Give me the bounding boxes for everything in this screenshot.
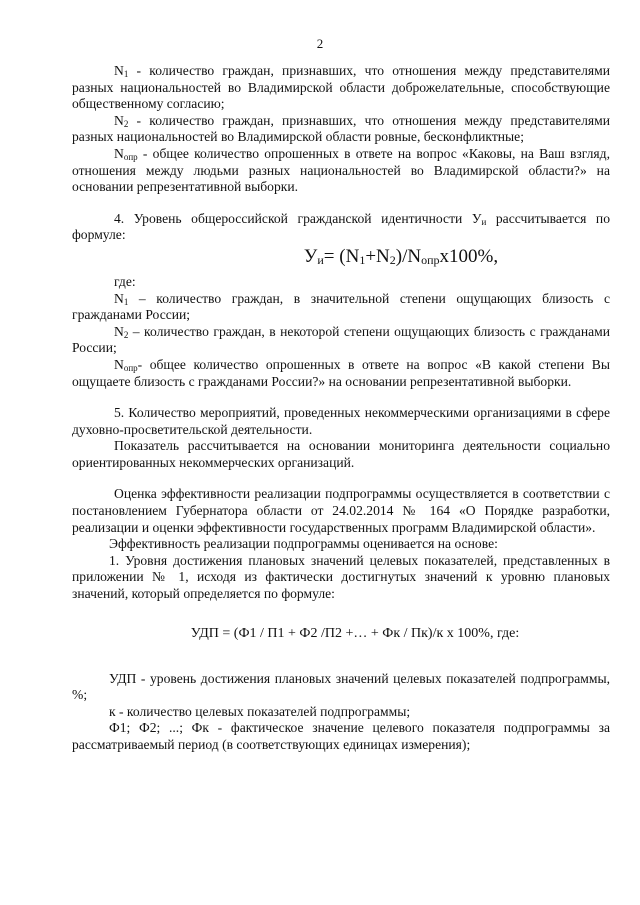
item-4-heading: 4. Уровень общероссийской гражданской идентичности $У_и$ рассчитывается по формуле: — [72, 210, 610, 243]
k-definition: к - количество целевых показателей подпрограммы; — [109, 703, 411, 719]
identity-formula: $У_и= (N_1+N_2)/N_{опр}x100\%$, — [303, 245, 499, 267]
n2-definition: $N_2$ - количество граждан, признавших, что отношения между представителями разных национальностей во Владимирской области ровные, бесконфликтные; — [72, 112, 610, 145]
nopr-definition-2: $N_{опр}-$ общее количество опрошенных в ответе на вопрос «В какой степени Вы ощущаете близость с гражданами России?» на основании репрезентативной выборки. — [72, 356, 610, 389]
level-1-paragraph: 1. Уровня достижения плановых значений целевых показателей, представленных в приложении № 1, исходя из фактически достигнутых значений к уровню плановых значений, который определяется по формуле: — [72, 552, 610, 602]
item-5-heading: 5. Количество мероприятий, проведенных некоммерческими организациями в сфере духовно-просветительской деятельности. — [72, 405, 610, 437]
udp-formula: УДП = (Ф1 / П1 + Ф2 /П2 +… + Фк / Пк)/к х 100%, где: — [190, 625, 520, 641]
item-5-calculation: Показатель рассчитывается на основании мониторинга деятельности социально ориентированных некоммерческих организаций. — [72, 438, 610, 470]
f-definition: Ф1; Ф2; ...; Фк - фактическое значение целевого показателя подпрограммы за рассматриваемый период (в соответствующих единицах измерения); — [72, 720, 610, 752]
evaluation-paragraph: Оценка эффективности реализации подпрограммы осуществляется в соответствии с постановлением Губернатора области от 24.02.2014 № 164 «О Порядке разработки, реализации и оценки эффективности государственных программ Владимирской области». — [72, 486, 610, 535]
page-number: 2 — [316, 36, 324, 51]
udp-definition: УДП - уровень достижения плановых значений целевых показателей подпрограммы, %; — [72, 670, 610, 703]
n1-definition: $N_1$ - количество граждан, признавших, что отношения между представителями разных национальностей во Владимирской области доброжелательные, способствующие общественному согласию; — [72, 63, 610, 112]
document-body — [72, 63, 610, 754]
n2-definition-2: $N_2$ – количество граждан, в некоторой степени ощущающих близость с гражданами России; — [72, 323, 610, 356]
nopr-definition: $N_{опр}$ - общее количество опрошенных в ответе на вопрос «Каковы, на Ваш взгляд, отношения между людьми разных национальностей во Владимирской области?» на основании репрезентативной выборки. — [72, 145, 610, 195]
n1-definition-2: $N_1$ – количество граждан, в значительной степени ощущающих близость с гражданами России; — [72, 290, 610, 323]
where-label: где: — [114, 273, 136, 289]
efficiency-basis: Эффективность реализации подпрограммы оценивается на основе: — [109, 536, 498, 552]
